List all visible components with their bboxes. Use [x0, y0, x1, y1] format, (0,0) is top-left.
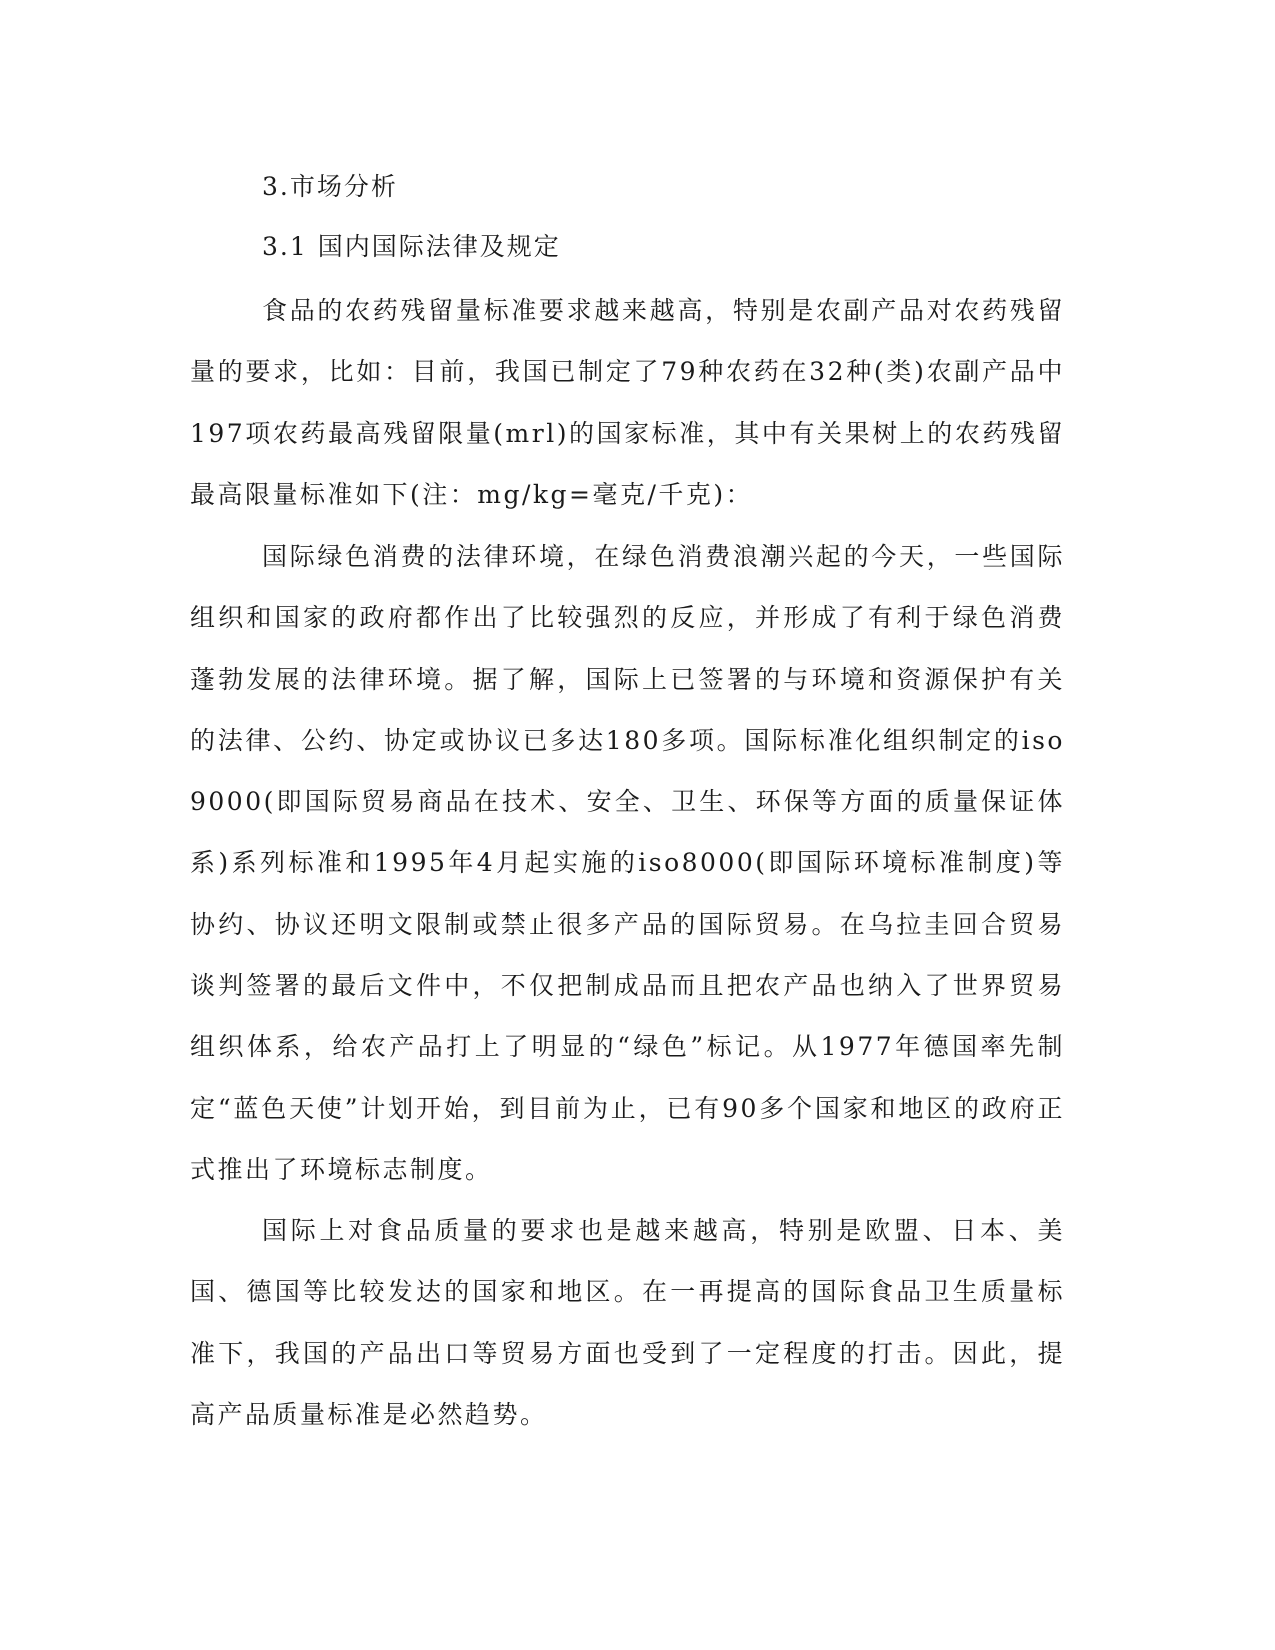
subsection-title: 3.1 国内国际法律及规定 [262, 232, 561, 261]
paragraph-pesticide-standards: 食品的农药残留量标准要求越来越高，特别是农副产品对农药残留量的要求，比如：目前，我国已制定了79种农药在32种(类)农副产品中197项农药最高残留限量(mrl)的国家标准，其中有关果树上的农药残留最高限量标准如下(注：mg/kg=毫克/千克)： [190, 296, 1065, 509]
section-title: 3.市场分析 [262, 172, 398, 201]
paragraph-food-quality-requirements: 国际上对食品质量的要求也是越来越高，特别是欧盟、日本、美国、德国等比较发达的国家和地区。在一再提高的国际食品卫生质量标准下，我国的产品出口等贸易方面也受到了一定程度的打击。因此，提高产品质量标准是必然趋势。 [190, 1216, 1065, 1429]
paragraph-green-consumption-law: 国际绿色消费的法律环境，在绿色消费浪潮兴起的今天，一些国际组织和国家的政府都作出了比较强烈的反应，并形成了有利于绿色消费蓬勃发展的法律环境。据了解，国际上已签署的与环境和资源保护有关的法律、公约、协定或协议已多达180多项。国际标准化组织制定的iso9000(即国际贸易商品在技术、安全、卫生、环保等方面的质量保证体系)系列标准和1995年4月起实施的iso8000(即国际环境标准制度)等协约、协议还明文限制或禁止很多产品的国际贸易。在乌拉圭回合贸易谈判签署的最后文件中，不仅把制成品而且把农产品也纳入了世界贸易组织体系，给农产品打上了明显的“绿色”标记。从1977年德国率先制定“蓝色天使”计划开始，到目前为止，已有90多个国家和地区的政府正式推出了环境标志制度。 [190, 542, 1065, 1184]
